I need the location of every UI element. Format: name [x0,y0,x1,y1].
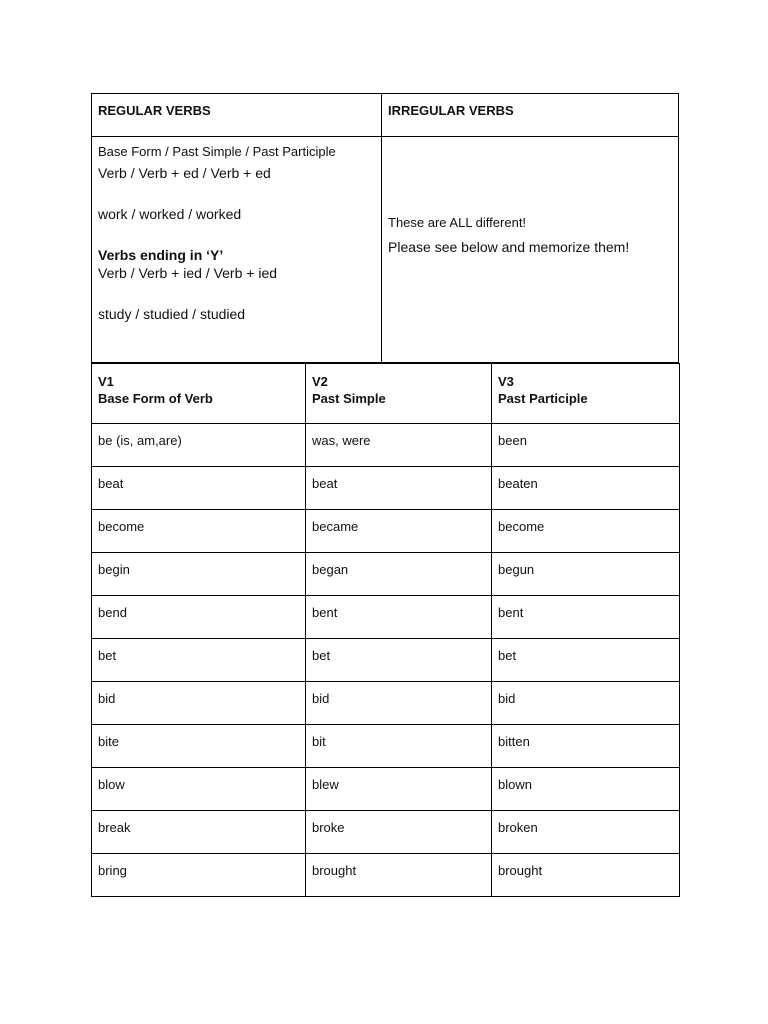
table-row [92,854,680,897]
y-ending-example: study / studied / studied [98,306,246,322]
base-form-cell: break [92,811,306,854]
irregular-verbs-header: IRREGULAR VERBS [388,103,514,118]
past-participle-cell: bent [492,596,680,639]
table-header-row [92,364,680,424]
past-participle-cell: broken [492,811,680,854]
past-simple-cell: beat [306,467,492,510]
past-simple-cell: became [306,510,492,553]
column-header-v2 [306,364,492,424]
past-simple-cell: bid [306,682,492,725]
base-form-cell: become [92,510,306,553]
table-row [92,768,680,811]
table-row [92,467,680,510]
past-participle-cell: brought [492,854,680,897]
column-label: Base Form of Verb [98,391,213,406]
base-form-cell: bite [92,725,306,768]
header-divider [92,136,678,137]
column-label: Past Simple [312,391,386,406]
past-participle-cell: blown [492,768,680,811]
column-code: V2 [312,374,328,389]
past-simple-cell: bent [306,596,492,639]
irregular-verbs-cell [388,144,673,256]
column-label: Past Participle [498,391,588,406]
column-header-v3 [492,364,680,424]
past-participle-cell: begun [492,553,680,596]
table-row [92,510,680,553]
base-form-cell: beat [92,467,306,510]
past-simple-cell: brought [306,854,492,897]
base-form-cell: be (is, am,are) [92,424,306,467]
y-ending-rule: Verb / Verb + ied / Verb + ied [98,265,278,281]
past-participle-cell: beaten [492,467,680,510]
regular-rule: Verb / Verb + ed / Verb + ed [98,165,271,181]
base-form-cell: bid [92,682,306,725]
column-divider [381,94,382,362]
base-form-cell: bet [92,639,306,682]
base-form-cell: bring [92,854,306,897]
verb-rules-table [91,93,679,364]
table-row [92,725,680,768]
base-form-cell: begin [92,553,306,596]
table-row [92,424,680,467]
past-participle-cell: bitten [492,725,680,768]
past-simple-cell: bit [306,725,492,768]
table-row [92,682,680,725]
regular-example: work / worked / worked [98,206,242,222]
past-participle-cell: bet [492,639,680,682]
table-row [92,553,680,596]
column-header-v1 [92,364,306,424]
irregular-note: These are ALL different! [388,215,527,230]
forms-label: Base Form / Past Simple / Past Participle [98,144,336,159]
base-form-cell: bend [92,596,306,639]
regular-verbs-cell [98,144,374,323]
past-participle-cell: become [492,510,680,553]
past-simple-cell: broke [306,811,492,854]
irregular-verbs-table [91,363,680,897]
table-row [92,811,680,854]
column-code: V3 [498,374,514,389]
column-code: V1 [98,374,114,389]
table-row [92,596,680,639]
past-participle-cell: been [492,424,680,467]
past-simple-cell: was, were [306,424,492,467]
table-row [92,639,680,682]
y-ending-heading: Verbs ending in ‘Y’ [98,247,224,263]
past-simple-cell: bet [306,639,492,682]
base-form-cell: blow [92,768,306,811]
past-simple-cell: began [306,553,492,596]
past-participle-cell: bid [492,682,680,725]
past-simple-cell: blew [306,768,492,811]
regular-verbs-header: REGULAR VERBS [98,103,211,118]
irregular-instruction: Please see below and memorize them! [388,239,630,255]
